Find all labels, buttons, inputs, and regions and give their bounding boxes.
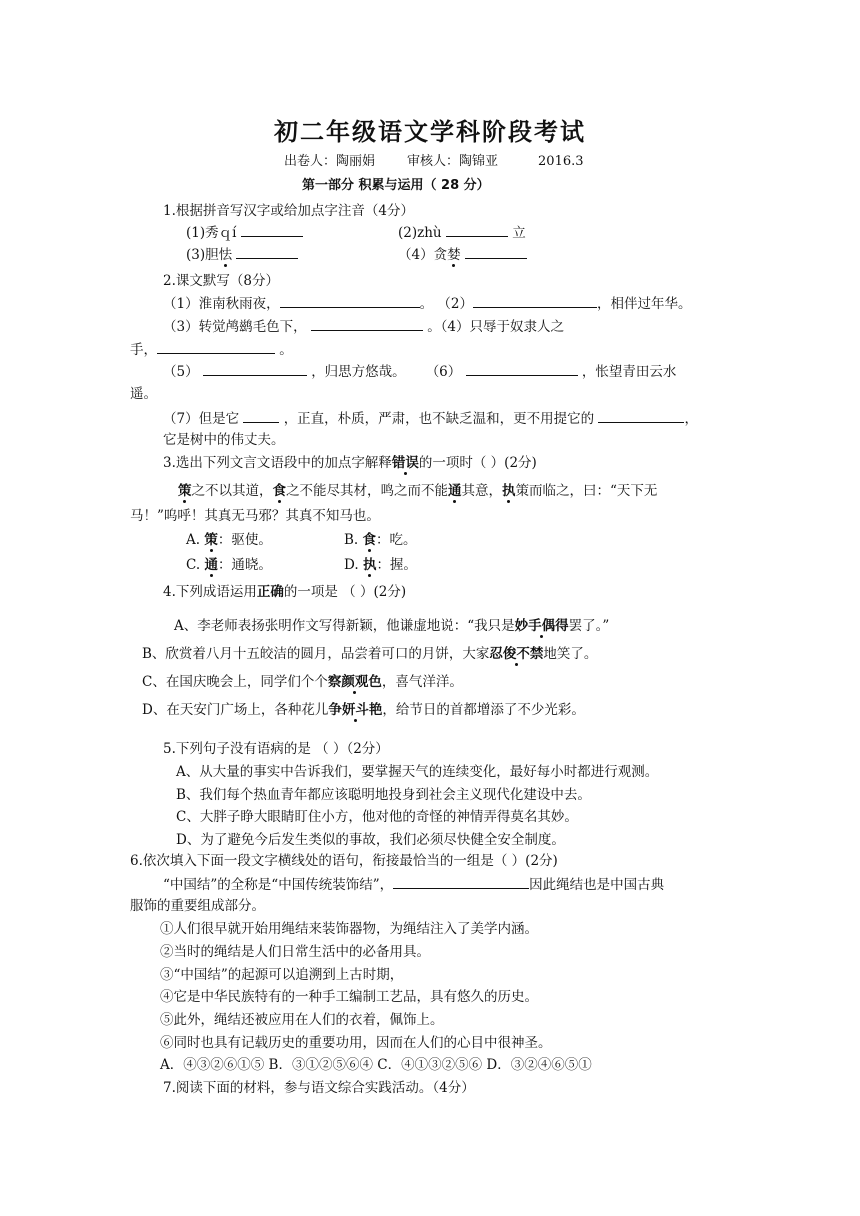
answer-blank[interactable] [311,317,423,331]
q5-option-b: B、我们每个热血青年都应该聪明地投身到社会主义现代化建设中去。 [176,787,591,803]
q5-option-c: C、大胖子睁大眼睛盯住小方，他对他的奇怪的神情弄得莫名其妙。 [176,809,578,825]
q1-item3: (3)胆怯 [186,245,298,264]
q6-options: A．④③②⑥①⑤ B．③①②⑤⑥④ C．④①③②⑤⑥ D．③②④⑥⑤① [160,1057,592,1073]
answer-blank[interactable] [466,362,578,376]
answer-blank[interactable] [393,875,529,889]
q6-sentence-4: ④它是中华民族特有的一种手工编制工艺品，具有悠久的历史。 [160,989,538,1005]
q3-stem: 3.选出下列文言文语段中的加点字解释错误的一项时（ ）(2分) [163,455,537,471]
q3-option-a: A. 策：驱使。 [186,532,272,548]
q6-sentence-2: ②当时的绳结是人们日常生活中的必备用具。 [160,944,430,960]
answer-blank[interactable] [473,294,597,308]
q2-line5: 遥。 [130,386,157,402]
q6-passage-2: 服饰的重要组成部分。 [130,898,265,914]
section-heading: 第一部分 积累与运用（ 28 分） [302,178,490,193]
q7-stem: 7.阅读下面的材料，参与语文综合实践活动。（4分） [163,1080,475,1096]
answer-blank[interactable] [280,294,420,308]
q2-line1: （1）淮南秋雨夜， 。 （2） ，相伴过年华。 [163,296,692,312]
q6-sentence-3: ③“中国结”的起源可以追溯到上古时期， [160,967,404,983]
q4-option-a: A、李老师表扬张明作文写得新颖，他谦虚地说：“我只是妙手偶得罢了。” [174,618,610,634]
q5-stem: 5.下列句子没有语病的是 （ ）（2分） [163,741,389,757]
q1-item2: (2)zhù 立 [398,225,526,241]
q3-option-b: B. 食：吃。 [344,532,417,548]
setter: 出卷人：陶丽娟 [284,154,376,169]
q2-line4: （5） ，归思方悠哉。 （6） ，怅望青田云水 [163,364,677,380]
q3-passage-1: 策之不以其道，食之不能尽其材，鸣之而不能通其意，执策而临之，曰：“天下无 [178,483,658,499]
q3-option-d: D. 执：握。 [344,557,417,573]
q2-line7: 它是树中的伟丈夫。 [163,432,285,448]
q2-stem: 2.课文默写（8分） [163,273,279,289]
answer-blank[interactable] [465,245,527,259]
answer-blank[interactable] [446,223,508,237]
answer-blank[interactable] [236,245,298,259]
page-title: 初二年级语文学科阶段考试 [274,118,586,146]
q3-option-c: C. 通：通晓。 [186,557,272,573]
q4-option-d: D、在天安门广场上，各种花儿争妍斗艳，给节日的首都增添了不少光彩。 [142,702,585,718]
q4-stem: 4.下列成语运用正确的一项是 （ ）(2分) [163,584,407,600]
answer-blank[interactable] [241,223,303,237]
answer-blank[interactable] [157,340,275,354]
q1-item4: （4）贪婪 [398,245,527,264]
answer-blank[interactable] [203,362,307,376]
q5-option-a: A、从大量的事实中告诉我们，要掌握天气的连续变化，最好每小时都进行观测。 [176,764,659,780]
q1-stem: 1.根据拼音写汉字或给加点字注音（4分） [163,203,414,219]
answer-blank[interactable] [598,409,684,423]
q2-line3: 手， 。 [130,342,293,358]
reviewer: 审核人：陶锦亚 [407,154,499,169]
q3-passage-2: 马！”呜呼！其真无马邪？其真不知马也。 [130,508,380,524]
q2-line6: （7）但是它 ，正直，朴质，严肃，也不缺乏温和，更不用提它的 ， [163,411,698,427]
q4-option-b: B、欣赏着八月十五皎洁的圆月，品尝着可口的月饼，大家忍俊不禁地笑了。 [142,646,598,662]
q5-option-d: D、为了避免今后发生类似的事故，我们必须尽快健全安全制度。 [176,832,565,848]
q6-sentence-1: ①人们很早就开始用绳结来装饰器物，为绳结注入了美学内涵。 [160,921,538,937]
q6-sentence-6: ⑥同时也具有记载历史的重要功用，因而在人们的心目中很神圣。 [160,1035,552,1051]
q2-line2: （3）转觉鸬鹚毛色下， 。（4）只辱于奴隶人之 [163,319,565,335]
q6-stem: 6.依次填入下面一段文字横线处的语句，衔接最恰当的一组是（ ）(2分) [130,853,558,869]
author-line [284,153,584,171]
answer-blank[interactable] [243,409,279,423]
q6-sentence-5: ⑤此外，绳结还被应用在人们的衣着，佩饰上。 [160,1012,444,1028]
q6-passage-1: “中国结”的全称是“中国传统装饰结”， 因此绳结也是中国古典 [163,877,665,893]
date: 2016.3 [538,154,584,169]
q4-option-c: C、在国庆晚会上，同学们个个察颜观色，喜气洋洋。 [142,674,463,690]
q1-item1: (1)秀ｑí [186,223,303,242]
